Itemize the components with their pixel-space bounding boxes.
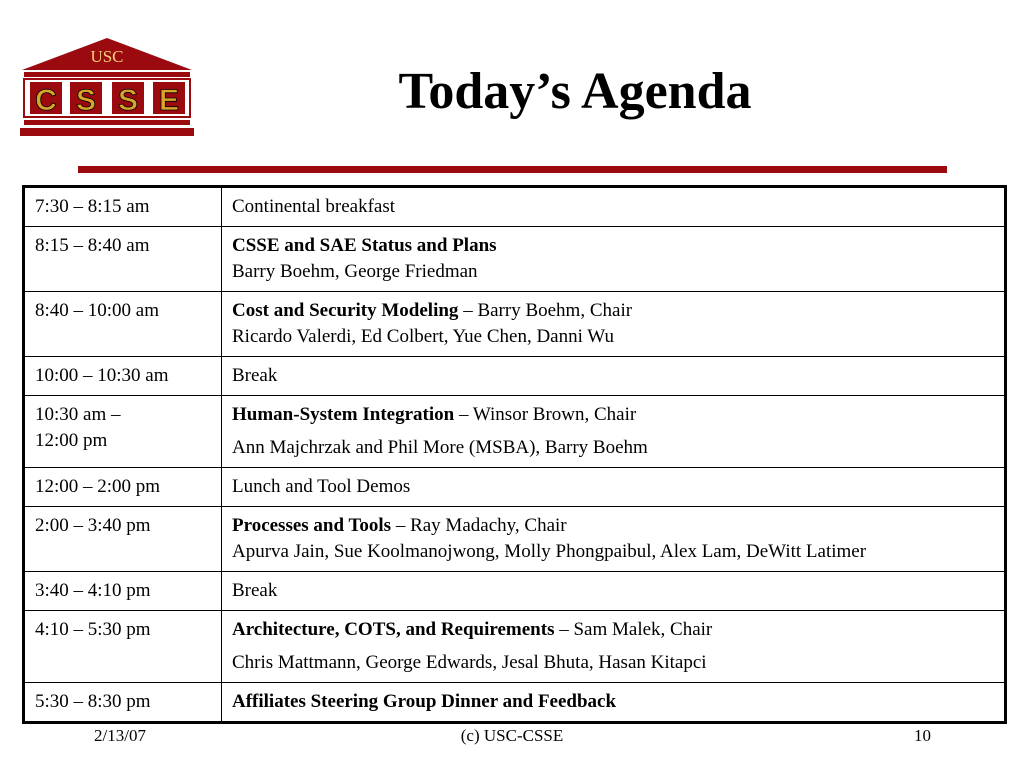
logo-letters (24, 79, 190, 117)
agenda-time-text: 7:30 – 8:15 am (35, 196, 150, 217)
session-title: Human-System Integration (232, 404, 455, 425)
agenda-session-line (232, 402, 995, 428)
agenda-time (24, 292, 222, 357)
agenda-session (222, 507, 1006, 572)
agenda-time (24, 572, 222, 611)
session-text: Break (232, 580, 278, 601)
slide-title: Today’s Agenda (398, 63, 752, 120)
agenda-time-text: 10:30 am – (35, 404, 121, 425)
agenda-row (24, 572, 1006, 611)
logo-letter-c: C (35, 84, 57, 117)
agenda-session-line (232, 194, 995, 220)
agenda-time-text: 5:30 – 8:30 pm (35, 691, 151, 712)
session-text: Ann Majchrzak and Phil More (MSBA), Barry Boehm (232, 437, 648, 458)
logo-letter-s1: S (75, 84, 97, 117)
agenda-session (222, 683, 1006, 723)
agenda-row (24, 357, 1006, 396)
agenda-time-text: 8:15 – 8:40 am (35, 235, 150, 256)
agenda-time-text: 8:40 – 10:00 am (35, 300, 160, 321)
agenda-session-line (232, 259, 995, 285)
session-title: Affiliates Steering Group Dinner and Feedback (232, 691, 617, 712)
session-text: Lunch and Tool Demos (232, 476, 411, 497)
agenda-session (222, 611, 1006, 683)
session-title: CSSE and SAE Status and Plans (232, 235, 497, 256)
session-chair: – Winsor Brown, Chair (454, 404, 637, 425)
agenda-row (24, 507, 1006, 572)
agenda-row (24, 396, 1006, 468)
agenda-session-line (232, 363, 995, 389)
agenda-time-text: 12:00 pm (35, 430, 108, 451)
agenda-session-line (232, 539, 995, 565)
agenda-session-line (232, 578, 995, 604)
agenda-row (24, 468, 1006, 507)
agenda-time (24, 187, 222, 227)
logo-letter-e: E (158, 84, 180, 117)
session-text: Chris Mattmann, George Edwards, Jesal Bhuta, Hasan Kitapci (232, 652, 707, 673)
session-text: Apurva Jain, Sue Koolmanojwong, Molly Phongpaibul, Alex Lam, DeWitt Latimer (232, 541, 867, 562)
agenda-time-text: 10:00 – 10:30 am (35, 365, 169, 386)
agenda-row (24, 611, 1006, 683)
session-text: Continental breakfast (232, 196, 396, 217)
session-text: Break (232, 365, 278, 386)
agenda-session-line (232, 513, 995, 539)
agenda-time-text: 4:10 – 5:30 pm (35, 619, 151, 640)
agenda-session-line (232, 474, 995, 500)
agenda-session-line (232, 324, 995, 350)
agenda-session (222, 227, 1006, 292)
agenda-time (24, 227, 222, 292)
usc-csse-logo (18, 38, 196, 138)
agenda-time (24, 683, 222, 723)
agenda-row (24, 227, 1006, 292)
agenda-time (24, 611, 222, 683)
agenda-session-line (232, 435, 995, 461)
session-chair: – Ray Madachy, Chair (391, 515, 567, 536)
agenda-session-line (232, 650, 995, 676)
agenda-session-line (232, 617, 995, 643)
title-divider (78, 166, 947, 173)
session-chair: – Sam Malek, Chair (554, 619, 713, 640)
agenda-time-text: 3:40 – 4:10 pm (35, 580, 151, 601)
agenda-session (222, 468, 1006, 507)
agenda-table (22, 185, 1007, 724)
agenda-time (24, 396, 222, 468)
usc-csse-logo-graphic (18, 38, 196, 138)
footer-copyright: (c) USC-CSSE (460, 726, 564, 745)
agenda-time-text: 12:00 – 2:00 pm (35, 476, 161, 497)
logo-base (20, 128, 194, 136)
footer-page-number: 10 (914, 726, 931, 745)
session-text: Barry Boehm, George Friedman (232, 261, 478, 282)
logo-usc-text: USC (90, 47, 124, 66)
session-chair: – Barry Boehm, Chair (458, 300, 633, 321)
session-title: Processes and Tools (232, 515, 392, 536)
agenda-session-line (232, 233, 995, 259)
agenda-session (222, 187, 1006, 227)
agenda-row (24, 683, 1006, 723)
agenda-session (222, 292, 1006, 357)
session-title: Architecture, COTS, and Requirements (232, 619, 555, 640)
agenda-session (222, 572, 1006, 611)
agenda-time (24, 357, 222, 396)
agenda-row (24, 187, 1006, 227)
agenda-session (222, 357, 1006, 396)
agenda-session-line (232, 298, 995, 324)
logo-letter-s2: S (117, 84, 139, 117)
footer-date: 2/13/07 (94, 726, 146, 745)
agenda-time (24, 468, 222, 507)
session-text: Ricardo Valerdi, Ed Colbert, Yue Chen, Danni Wu (232, 326, 614, 347)
agenda-session-line (232, 689, 995, 715)
session-title: Cost and Security Modeling (232, 300, 459, 321)
agenda-time (24, 507, 222, 572)
agenda-session (222, 396, 1006, 468)
agenda-row (24, 292, 1006, 357)
agenda-time-text: 2:00 – 3:40 pm (35, 515, 151, 536)
